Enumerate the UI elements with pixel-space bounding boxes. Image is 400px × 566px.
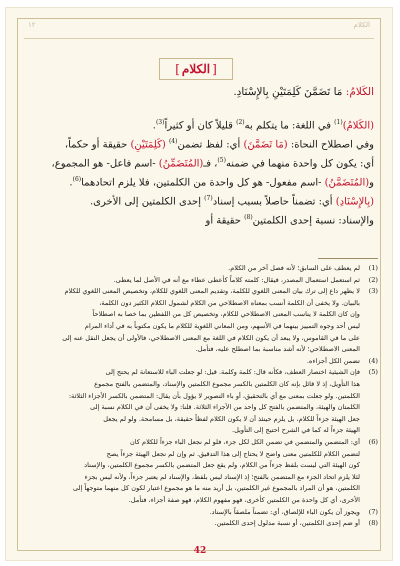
footnote-line: ليس أحد وجوه التمييز بينهما في الأسهم، ومن المعاني اللغوية للكلام ما يكون مكتوباً به في أداء المرام	[84, 322, 360, 330]
commentary-text: -اسم فاعل- هو المجموع،	[51, 158, 159, 170]
footnote-line: لئلا يلزم اتحاد الجزء مع المتضمن بالفتح؛ إذ الإسناد ليس بلفظ، والإسناد لم يعتبر جزءاً، ولأنه ليس بجزء	[84, 472, 360, 481]
commentary-text: قليلاً كان أو كثيراً	[164, 120, 237, 132]
footnote-line: المعنى الاصطلاحي؛ لأنه أشد مناسبة بما اصطلح عليه، فتأمل.	[195, 345, 360, 354]
commentary-text: .	[152, 120, 156, 132]
footnote-ref: (2)	[236, 119, 245, 126]
footnote-ref: (6)	[72, 176, 82, 183]
footnote-line: جعل الهيئة جزءاً للكلام، بل يلزم حينئذ أن لا يكون الكلام لفظاً حقيقة، بل مسامحة. ولو لم يجعل	[103, 414, 360, 423]
footnote-line: كون الهيئة التي ليست بلفظ جزءاً من الكلام، ولم يقع جعل المتضمن بالكسر مجموع الكلمتين، والإسناد	[84, 461, 360, 470]
footnote-line: الكلمتان والهيئة، والمتضمن بالفتح كل واحد من الأجزاء الثلاثة. قلنا: ولا يخفى أن في الكلام نسبة إلى	[90, 403, 360, 412]
footnote-ref: (3)	[155, 119, 165, 126]
footnote-line: لتضمن الكلام للكلمتين معنى واضح لا يحتاج إلى هذا التدقيق. ثم وإن لم نجعل الهيئة جزءاً يصح	[106, 449, 360, 458]
highlighted-term: (مَا تَضَمَّنَ)	[243, 139, 288, 151]
commentary-line	[52, 157, 375, 169]
commentary-text: وفي اصطلاح النحاة:	[287, 139, 374, 151]
footnote-line: تضمن الكل أجزاءه.	[306, 356, 360, 365]
footnote-line: الهيئة جزءاً له كما في الشرح احتيج إلى التأويل.	[231, 426, 360, 435]
footnote-ref: (8)	[244, 214, 253, 221]
commentary-text: ، فـ	[203, 158, 218, 170]
footnote-line: لا يظهر داع إلى ترك بيان المعنى اللغوي للكلمة، وتقديم المعنى اللغوي للكلام، وتخصيص المعنى اللغوي للكلام	[64, 287, 360, 296]
footnote-number: (8)	[368, 519, 378, 528]
highlighted-term: (كَلِمَتَيْنِ)	[130, 139, 166, 151]
running-head-right: الكلام	[353, 21, 370, 29]
footnote-line: ويجوز أن يكون الباء للإلصاق، أي: تضمناً ملصقاً بالإسناد.	[209, 507, 360, 516]
footnote-line: فإن الشيئية اختصار العطف، فكأنه قال: كلمة وكلمة. قيل: لو جعلت الباء للاستعانة لم يحتج إلى	[105, 368, 360, 377]
chapter-title: الكلام	[181, 62, 211, 76]
footnote-divider	[318, 258, 378, 259]
commentary-text: أي: يكون كل واحدة منهما في ضمنه	[225, 158, 374, 170]
highlighted-term: (المُتَضَمِّنُ)	[158, 158, 204, 170]
highlighted-term: (بِالإِسْنَادِ)	[335, 196, 374, 208]
footnote-number: (6)	[368, 438, 378, 446]
footnote-line: ثم استعمل استعمال المصدر، فيقال: كلمته كلاماً كأعطى عطاء مع أنه في الأصل لما يعطى.	[113, 275, 360, 284]
commentary-text: أي: تضمناً حاصلاً بسبب إسناد	[212, 196, 336, 208]
footnote-line: وإن كان الكلمة لا يناسب المعنى الاصطلاحي للكلام، وتخصيص كل من اللفظين بما خصا به اصطلاحاً	[92, 310, 360, 319]
commentary-text: -اسم مفعول- هو كل واحدة من الكلمتين، فلا يلزم اتحادهما	[81, 177, 325, 189]
commentary-text: إحدى الكلمتين إلى الأخرى.	[89, 196, 205, 208]
footnote-line: على ما في القاموس، ولا يبعد أن يكون الكلام في اللغة مع المعنى الاصطلاحي، فالأولى أن يجعل النقل عنه إلى	[62, 333, 360, 342]
commentary-text: حقيقة أو حكماً،	[64, 139, 131, 151]
footnote-line: الكلمتين. ولو جعلت بمعنى مع أي بالتحقيق، أو باء التصوير لا يؤول بأن يقال: المتضمن بالكسر الأجزاء الثلاثة:	[68, 391, 360, 400]
footnote-line: الأخرى، أي كل واحدة من الكلمتين كأخرى، فهو مفهوم الكلام، فهو صفة أجزاء، فتأمل.	[128, 496, 360, 504]
matn-text: مَا تَضَمَّنَ كَلِمَتَيْنِ بِالإِسْنَادِ.	[233, 86, 343, 98]
running-head-left: ١٢	[28, 21, 36, 29]
highlighted-term: (المُتَضَمَّنُ)	[324, 177, 370, 189]
footnote-line: هذا التأويل، إذ لا قائل بإنه كان الكلمتين بالكسر مجموع الكلمتين والإسناد، والمتضمن بالفتح مجموع	[94, 380, 360, 388]
footnote-line: الكلمتين، هو أن المراد بالمجموع غير الكلمتين، بل أريد منه ما هو مجموع اعتبار لكون كل منهما متوجهاً إلى	[72, 484, 360, 493]
commentary-line	[90, 195, 374, 207]
footnote-number: (2)	[368, 275, 378, 284]
footnote-number: (7)	[368, 507, 378, 516]
footnote-number: (5)	[368, 368, 378, 377]
footnote-ref: (4)	[168, 138, 178, 145]
commentary-text: والإسناد: نسبة إحدى الكلمتين	[252, 215, 374, 227]
matn-label: الكَلامُ:	[345, 86, 374, 98]
footnote-line: أي: المتضمن والمتضمن في تضمن الكل لكل جزء، فلو لم نجعل الباء جزءاً للكلام كان	[129, 438, 360, 446]
chapter-title-box: [ الكلام ]	[159, 58, 233, 80]
footnote-line: بالبيان. ولا يخفى أن الكلمة أنسب بمعناه الاصطلاحي من الكلام لشمول الكلام الكثير دون الكلمة،	[99, 298, 360, 307]
commentary-line	[65, 138, 374, 150]
commentary-line	[69, 176, 374, 188]
page-number: 42	[193, 546, 207, 556]
matn-line	[233, 86, 374, 98]
commentary-line	[153, 119, 374, 131]
commentary-text: و	[369, 177, 374, 189]
commentary-text: في اللغة: ما يتكلم به	[244, 120, 335, 132]
commentary-text: .	[69, 177, 73, 189]
commentary-text: أي: لفظ تضمن	[177, 139, 244, 151]
header-rule	[24, 38, 374, 39]
commentary-line	[206, 214, 375, 226]
commentary-text: حقيقة أو	[205, 215, 245, 227]
footnote-ref: (7)	[204, 195, 213, 202]
footnote-number: (1)	[368, 264, 378, 272]
footnote-ref: (1)	[334, 119, 343, 126]
footnote-number: (3)	[368, 287, 378, 296]
highlighted-term: (الكَلامُ)	[342, 120, 374, 132]
footnote-ref: (5)	[217, 157, 226, 164]
footnote-line: لم يعطف على السابق؛ لأنه فصل آخر من الكلام.	[228, 264, 360, 272]
footnote-line: أو ضم إحدى الكلمتين، أو نسبة مدلول إحدى الكلمتين.	[214, 519, 360, 528]
footnote-number: (4)	[368, 356, 378, 365]
